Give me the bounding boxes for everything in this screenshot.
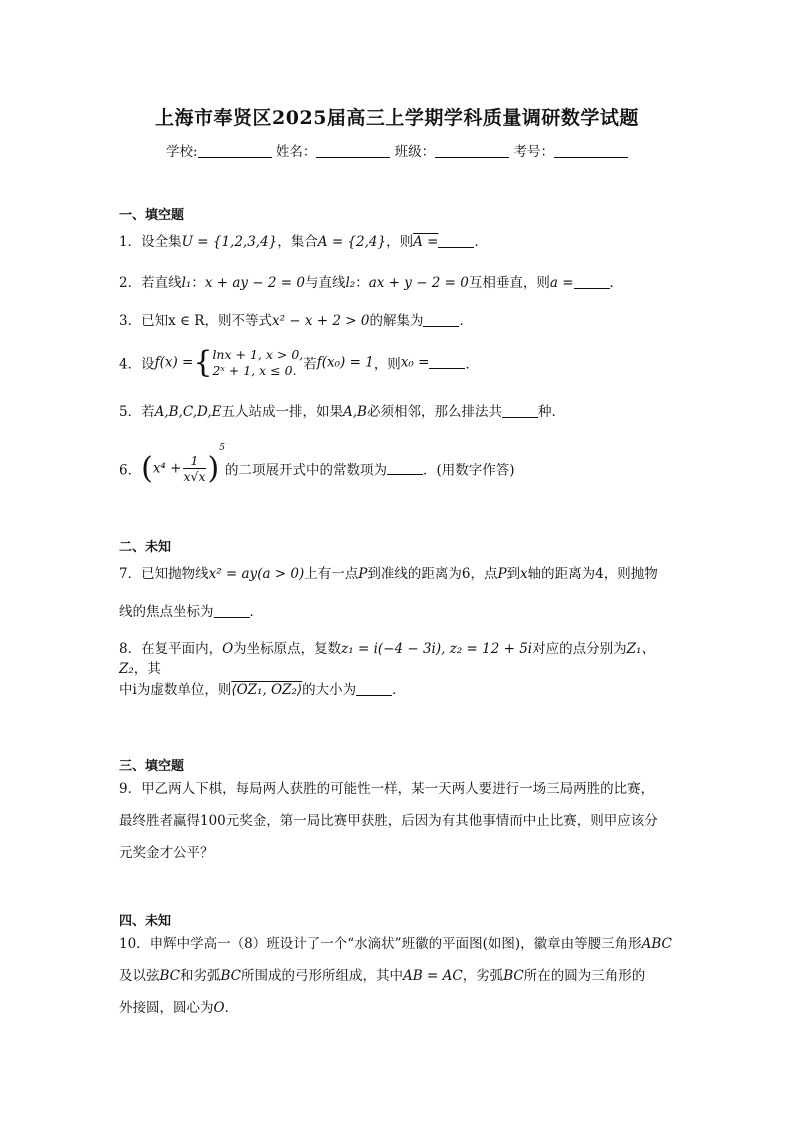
answer-blank [438, 235, 474, 248]
question-7-line-2: 线的焦点坐标为 ． [119, 604, 263, 620]
class-label: 班级： [394, 144, 436, 160]
section-heading-1: 一、填空题 [119, 208, 185, 223]
school-blank[interactable] [198, 145, 272, 158]
exam-no-blank[interactable] [554, 145, 628, 158]
question-1: 1．设全集U = {1,2,3,4}，集合A = {2,4}，则A = ． [119, 234, 488, 250]
question-6: 6．(x⁴ + $\frac{1}{x√x}$ )$^5$的二项展开式中的常数项为 ．(用数字作答) [119, 443, 515, 486]
class-blank[interactable] [435, 145, 509, 158]
question-8-line-2: 中i为虚数单位，则⟨OZ₁, OZ₂⟩的大小为 ． [119, 682, 406, 698]
answer-blank [387, 462, 423, 475]
section-heading-4: 四、未知 [119, 914, 172, 929]
question-4: 4．设f(x) ={ lnx + 1, x > 0, 2ˣ + 1, x ≤ 0. 若f(x₀) = 1，则x₀ = ． [119, 345, 479, 380]
name-label: 姓名： [275, 144, 317, 160]
question-7: 7．已知抛物线x² = ay(a > 0)上有一点P到准线的距离为6，点P到x轴的距离为4，则抛物 [119, 566, 658, 582]
question-2: 2．若直线l₁：x + ay − 2 = 0与直线l₂：ax + y − 2 = 0互相垂直，则a = ． [119, 275, 624, 291]
exam-no-label: 考号： [513, 144, 554, 160]
school-label: 学校: [166, 144, 198, 160]
section-heading-3: 三、填空题 [119, 759, 185, 774]
question-9-line-3: 元奖金才公平？ [119, 845, 214, 861]
question-3: 3．已知x ∈ R，则不等式x² − x + 2 > 0的解集为 ． [119, 313, 473, 329]
answer-blank [502, 405, 538, 418]
answer-blank [214, 605, 250, 618]
section-heading-2: 二、未知 [119, 540, 172, 555]
name-blank[interactable] [316, 145, 390, 158]
question-9: 9．甲乙两人下棋，每局两人获胜的可能性一样，某一天两人要进行一场三局两胜的比赛， [119, 781, 655, 797]
answer-blank [429, 356, 465, 369]
page-title: 上海市奉贤区2025届高三上学期学科质量调研数学试题 [155, 107, 639, 129]
question-10-line-3: 外接圆，圆心为O． [119, 1000, 239, 1016]
answer-blank [574, 276, 610, 289]
answer-blank [423, 314, 459, 327]
question-10: 10．申辉中学高一（8）班设计了一个“水滴状”班徽的平面图(如图)，徽章由等腰三角形ABC [119, 936, 672, 952]
question-9-line-2: 最终胜者赢得100元奖金，第一局比赛甲获胜，后因为有其他事情而中止比赛，则甲应该分 [119, 813, 658, 829]
question-5: 5．若A,B,C,D,E五人站成一排，如果A,B必须相邻，那么排法共 种. [119, 404, 556, 420]
question-8: 8．在复平面内，O为坐标原点，复数z₁ = i(−4 − 3i), z₂ = 12 + 5i对应的点分别为Z₁、Z₂，其 [119, 641, 655, 677]
answer-blank [356, 683, 392, 696]
question-10-line-2: 及以弦BC和劣弧BC所围成的弓形所组成，其中AB = AC，劣弧BC所在的圆为三角形的 [119, 968, 646, 984]
student-info-line [0, 140, 794, 160]
